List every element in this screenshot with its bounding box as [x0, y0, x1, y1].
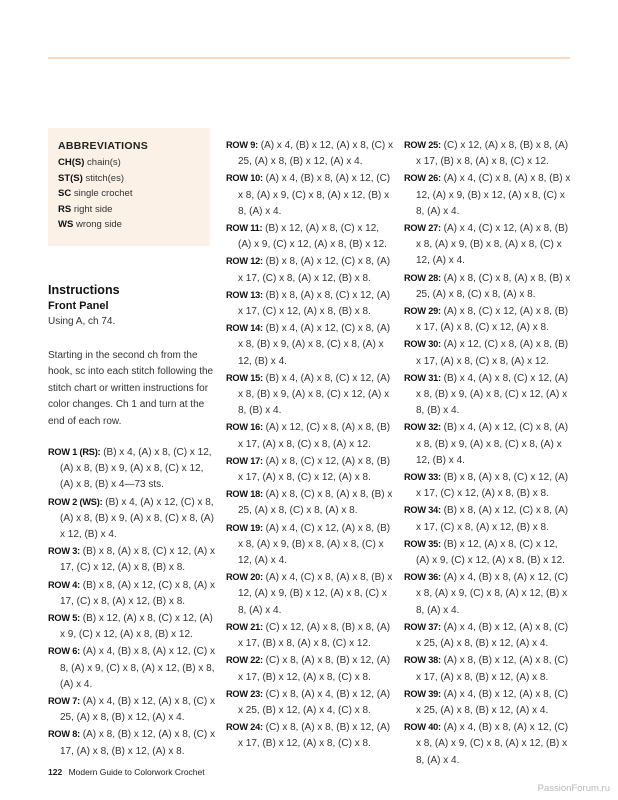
row-label: ROW 31: [404, 372, 441, 383]
row-label: ROW 39: [404, 688, 441, 699]
row-label: ROW 27: [404, 223, 441, 234]
row-label: ROW 5: [48, 613, 80, 624]
top-divider [48, 57, 570, 59]
row-text: (B) x 12, (A) x 8, (C) x 12, (A) x 9, (C) x 12, (A) x 8, (B) x 12. [238, 223, 387, 251]
row-instruction [226, 419, 394, 452]
row-text: (B) x 8, (A) x 12, (C) x 8, (A) x 17, (C) x 8, (A) x 12, (B) x 8. [60, 579, 216, 607]
front-panel-subheading: Front Panel [48, 300, 109, 312]
row-instruction [404, 652, 572, 685]
row-instruction [404, 370, 572, 420]
row-text: (A) x 4, (B) x 8, (A) x 12, (C) x 8, (A) x 9, (C) x 8, (A) x 12, (B) x 8, (A) x 4. [60, 646, 216, 690]
row-instruction [404, 336, 572, 369]
row-label: ROW 3: [48, 546, 80, 557]
row-instruction [404, 270, 572, 303]
row-text: (B) x 8, (A) x 8, (C) x 12, (A) x 17, (C) x 12, (A) x 8, (B) x 8. [60, 546, 216, 574]
row-label: ROW 40: [404, 722, 441, 733]
row-label: ROW 28: [404, 272, 441, 283]
row-text: (A) x 4, (B) x 8, (A) x 12, (C) x 8, (A) x 9, (C) x 8, (A) x 12, (B) x 8, (A) x 4. [416, 722, 569, 766]
row-text: (B) x 4, (A) x 12, (C) x 8, (A) x 8, (B) x 9, (A) x 8, (C) x 8, (A) x 12, (B) x 4. [416, 422, 569, 466]
row-text: (B) x 4, (A) x 8, (C) x 12, (A) x 8, (B) x 9, (A) x 8, (C) x 12, (A) x 8, (B) x 4. [416, 372, 569, 417]
row-text: (B) x 12, (A) x 8, (C) x 12, (A) x 9, (C) x 12, (A) x 8, (B) x 12. [60, 613, 213, 641]
row-text: (A) x 4, (B) x 8, (A) x 12, (C) x 8, (A) x 9, (C) x 8, (A) x 12, (B) x 8, (A) x 4. [416, 572, 569, 616]
row-text: (B) x 4, (A) x 12, (C) x 8, (A) x 8, (B) x 9, (A) x 8, (C) x 8, (A) x 12, (B) x 4. [60, 496, 214, 541]
row-instruction [48, 444, 218, 494]
row-label: ROW 15: [226, 372, 263, 383]
row-instruction [226, 569, 394, 619]
row-text: (C) x 12, (A) x 8, (B) x 8, (A) x 17, (B) x 8, (A) x 8, (C) x 12. [416, 140, 569, 168]
row-instruction [404, 619, 572, 652]
abbreviation-item: WS wrong side [58, 219, 122, 230]
row-label: ROW 24: [226, 722, 263, 733]
row-label: ROW 20: [226, 572, 263, 583]
row-text: (A) x 4, (B) x 8, (A) x 12, (C) x 8, (A) x 9, (C) x 8, (A) x 12, (B) x 8, (A) x 4. [238, 173, 391, 217]
row-text: (B) x 8, (A) x 12, (C) x 8, (A) x 17, (C) x 8, (A) x 12, (B) x 8. [416, 505, 569, 533]
row-text: (A) x 12, (C) x 8, (A) x 8, (B) x 17, (A) x 8, (C) x 8, (A) x 12. [238, 422, 391, 450]
row-label: ROW 22: [226, 655, 263, 666]
row-text: (B) x 12, (A) x 8, (C) x 12, (A) x 9, (C) x 12, (A) x 8, (B) x 12. [416, 538, 565, 567]
row-text: (B) x 8, (A) x 8, (C) x 12, (A) x 17, (C) x 12, (A) x 8, (B) x 8. [238, 289, 391, 318]
instructions-heading: Instructions [48, 283, 120, 297]
row-instruction [226, 287, 394, 320]
row-text: (A) x 8, (C) x 8, (A) x 8, (B) x 25, (A) x 8, (C) x 8, (A) x 8. [416, 272, 571, 300]
row-text: (A) x 12, (C) x 8, (A) x 8, (B) x 17, (A) x 8, (C) x 8, (A) x 12. [416, 339, 569, 367]
row-text: (B) x 8, (A) x 8, (C) x 12, (A) x 17, (C) x 12, (A) x 8, (B) x 8. [416, 472, 569, 500]
row-text: (C) x 12, (A) x 8, (B) x 8, (A) x 17, (B) x 8, (A) x 8, (C) x 12. [238, 621, 391, 650]
row-label: ROW 7: [48, 696, 80, 707]
row-text: (A) x 4, (B) x 12, (A) x 8, (C) x 25, (A) x 8, (B) x 12, (A) x 4. [416, 688, 569, 716]
row-instruction [404, 502, 572, 535]
row-label: ROW 9: [226, 140, 258, 150]
row-instruction [48, 610, 218, 643]
row-instruction [404, 137, 572, 170]
row-label: ROW 16: [226, 422, 263, 433]
row-text: (B) x 4, (A) x 8, (C) x 12, (A) x 8, (B) x 9, (A) x 8, (C) x 12, (A) x 8, (B) x 4. [238, 372, 391, 417]
abbreviations-box [48, 128, 210, 246]
row-instruction [226, 453, 394, 486]
row-instruction [226, 619, 394, 652]
row-instruction [226, 486, 394, 519]
row-label: ROW 13: [226, 289, 263, 300]
row-instruction [404, 569, 572, 619]
row-label: ROW 4: [48, 579, 80, 590]
row-label: ROW 26: [404, 173, 441, 184]
row-instruction [226, 370, 394, 420]
row-instruction [226, 520, 394, 570]
abbreviation-item: CH(S) chain(s) [58, 157, 121, 168]
row-label: ROW 19: [226, 522, 263, 533]
row-label: ROW 32: [404, 422, 441, 433]
row-instruction [226, 320, 394, 370]
row-instruction [404, 469, 572, 502]
row-text: (A) x 4, (C) x 12, (A) x 8, (B) x 8, (A) x 9, (B) x 8, (A) x 8, (C) x 12, (A) x 4. [238, 522, 391, 567]
abbreviations-title: ABBREVIATIONS [58, 140, 149, 152]
row-instruction [226, 719, 394, 752]
instructions-intro: Using A, ch 74. [48, 316, 116, 327]
row-text: (B) x 4, (A) x 12, (C) x 8, (A) x 8, (B) x 9, (A) x 8, (C) x 8, (A) x 12, (B) x 4. [238, 323, 391, 367]
row-label: ROW 10: [226, 173, 263, 184]
abbreviation-item: ST(S) stitch(es) [58, 172, 124, 184]
abbreviation-item: SC single crochet [58, 188, 133, 199]
instructions-paragraph: Starting in the second ch from the hook, sc into each stitch following the stitch chart or written instructions for color changes. Ch 1 and turn at the end of each row. [48, 349, 214, 427]
row-instruction [48, 494, 218, 544]
row-label: ROW 34: [404, 505, 441, 516]
row-label: ROW 36: [404, 572, 441, 583]
row-text: (A) x 4, (C) x 8, (A) x 8, (B) x 12, (A) x 9, (B) x 12, (A) x 8, (C) x 8, (A) x 4. [238, 572, 393, 616]
row-instruction [404, 170, 572, 220]
row-instruction [48, 543, 218, 576]
row-label: ROW 6: [48, 646, 80, 657]
row-label: ROW 14: [226, 323, 263, 334]
rows-column-3 [404, 137, 572, 769]
row-instruction [404, 303, 572, 336]
abbreviation-item: RS right side [58, 203, 113, 215]
row-instruction [48, 693, 218, 726]
row-label: ROW 23: [226, 688, 263, 699]
row-label: ROW 33: [404, 472, 441, 483]
row-label: ROW 21: [226, 621, 263, 632]
row-text: (A) x 4, (B) x 12, (A) x 8, (C) x 25, (A) x 8, (B) x 12, (A) x 4. [238, 140, 394, 168]
row-text: (A) x 4, (B) x 12, (A) x 8, (C) x 25, (A) x 8, (B) x 12, (A) x 4. [60, 696, 216, 724]
row-instruction [48, 726, 218, 759]
row-instruction [404, 719, 572, 769]
rows-column-2 [226, 137, 394, 753]
row-text: (C) x 8, (A) x 4, (B) x 12, (A) x 25, (B) x 12, (A) x 4, (C) x 8. [238, 688, 391, 716]
row-instruction [404, 220, 572, 270]
row-instruction [404, 419, 572, 469]
row-label: ROW 1 (RS): [48, 447, 101, 457]
page-number: 122 [48, 767, 63, 777]
row-instruction [226, 220, 394, 253]
page-footer [48, 767, 205, 777]
row-label: ROW 35: [404, 538, 441, 549]
row-text: (A) x 8, (B) x 12, (A) x 8, (C) x 17, (A) x 8, (B) x 12, (A) x 8. [60, 729, 216, 757]
row-instruction [48, 643, 218, 693]
book-title: Modern Guide to Colorwork Crochet [68, 767, 205, 777]
row-text: (B) x 4, (A) x 8, (C) x 12, (A) x 8, (B) x 9, (A) x 8, (C) x 12, (A) x 8, (B) x 4—73 sts. [60, 447, 212, 491]
row-text: (A) x 8, (C) x 12, (A) x 8, (B) x 17, (A) x 8, (C) x 12, (A) x 8. [238, 455, 391, 484]
row-label: ROW 38: [404, 655, 441, 666]
row-instruction [226, 170, 394, 220]
row-instruction [226, 253, 394, 286]
row-text: (A) x 4, (C) x 12, (A) x 8, (B) x 8, (A) x 9, (B) x 8, (A) x 8, (C) x 12, (A) x 4. [416, 223, 569, 267]
row-text: (C) x 8, (A) x 8, (B) x 12, (A) x 17, (B) x 12, (A) x 8, (C) x 8. [238, 655, 391, 683]
row-text: (A) x 8, (C) x 12, (A) x 8, (B) x 17, (A) x 8, (C) x 12, (A) x 8. [416, 306, 569, 334]
row-text: (A) x 4, (B) x 12, (A) x 8, (C) x 25, (A) x 8, (B) x 12, (A) x 4. [416, 621, 569, 650]
row-label: ROW 30: [404, 339, 441, 350]
row-text: (B) x 8, (A) x 12, (C) x 8, (A) x 17, (C) x 8, (A) x 12, (B) x 8. [238, 256, 391, 284]
row-instruction [404, 536, 572, 569]
row-instruction [404, 686, 572, 719]
row-text: (A) x 8, (B) x 12, (A) x 8, (C) x 17, (A) x 8, (B) x 12, (A) x 8. [416, 655, 569, 683]
watermark: PassionForum.ru [537, 783, 610, 794]
row-label: ROW 2 (WS): [48, 496, 103, 507]
row-text: (A) x 8, (C) x 8, (A) x 8, (B) x 25, (A) x 8, (C) x 8, (A) x 8. [238, 489, 393, 517]
row-label: ROW 25: [404, 140, 441, 150]
row-label: ROW 12: [226, 256, 263, 267]
row-instruction [226, 686, 394, 719]
row-label: ROW 37: [404, 621, 441, 632]
row-text: (C) x 8, (A) x 8, (B) x 12, (A) x 17, (B) x 12, (A) x 8, (C) x 8. [238, 722, 391, 750]
row-instruction [226, 652, 394, 685]
row-instruction [226, 137, 394, 170]
row-instruction [48, 577, 218, 610]
row-label: ROW 17: [226, 455, 263, 466]
instructions-section [48, 282, 214, 430]
row-text: (A) x 4, (C) x 8, (A) x 8, (B) x 12, (A) x 9, (B) x 12, (A) x 8, (C) x 8, (A) x 4. [416, 173, 571, 217]
row-label: ROW 11: [226, 223, 263, 234]
row-label: ROW 18: [226, 489, 263, 500]
rows-column-1 [48, 444, 218, 760]
row-label: ROW 29: [404, 306, 441, 317]
row-label: ROW 8: [48, 729, 80, 740]
